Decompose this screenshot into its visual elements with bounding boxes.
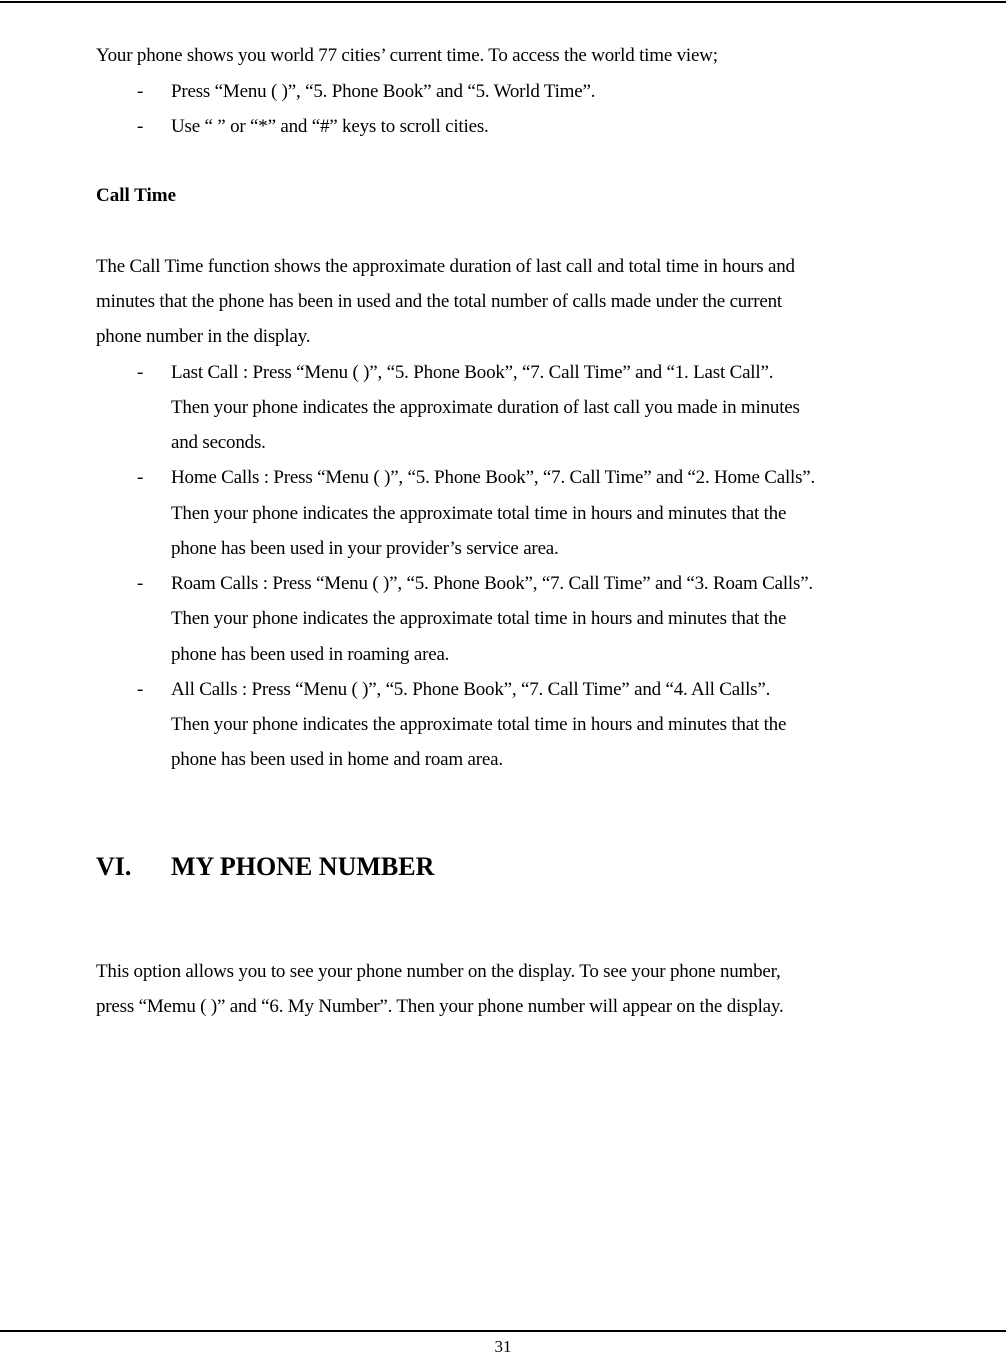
home-calls-item-detail: phone has been used in your provider’s service area. — [171, 538, 559, 559]
bullet-dash: - — [137, 116, 144, 137]
my-number-paragraph-line: This option allows you to see your phone number on the display. To see your phone number, — [96, 961, 781, 982]
home-calls-item: Home Calls : Press “Menu ( )”, “5. Phone Book”, “7. Call Time” and “2. Home Calls”. — [171, 467, 816, 488]
all-calls-item-detail: Then your phone indicates the approximate total time in hours and minutes that the — [171, 714, 787, 735]
last-call-item-detail: and seconds. — [171, 432, 266, 453]
roam-calls-item-detail: Then your phone indicates the approximate total time in hours and minutes that the — [171, 608, 787, 629]
footer-rule — [0, 1330, 1006, 1332]
section-title: MY PHONE NUMBER — [171, 852, 435, 881]
last-call-item-detail: Then your phone indicates the approximate duration of last call you made in minutes — [171, 397, 800, 418]
call-time-paragraph-line: The Call Time function shows the approximate duration of last call and total time in hours and — [96, 256, 795, 277]
call-time-paragraph-line: minutes that the phone has been in used and the total number of calls made under the current — [96, 291, 782, 312]
section-number: VI. — [96, 852, 132, 881]
header-rule — [0, 1, 1006, 3]
call-time-heading: Call Time — [96, 185, 177, 206]
my-number-paragraph-line: press “Memu ( )” and “6. My Number”. Then your phone number will appear on the display. — [96, 996, 784, 1017]
roam-calls-item-detail: phone has been used in roaming area. — [171, 644, 450, 665]
home-calls-item-detail: Then your phone indicates the approximate total time in hours and minutes that the — [171, 503, 787, 524]
roam-calls-item: Roam Calls : Press “Menu ( )”, “5. Phone Book”, “7. Call Time” and “3. Roam Calls”. — [171, 573, 813, 594]
page-number: 31 — [494, 1337, 512, 1356]
call-time-paragraph-line: phone number in the display. — [96, 326, 311, 347]
intro-text: Your phone shows you world 77 cities’ current time. To access the world time view; — [96, 45, 718, 66]
all-calls-item-detail: phone has been used in home and roam area. — [171, 749, 503, 770]
world-time-step-1: Press “Menu ( )”, “5. Phone Book” and “5. World Time”. — [171, 81, 596, 102]
bullet-dash: - — [137, 679, 144, 700]
bullet-dash: - — [137, 467, 144, 488]
world-time-step-2: Use “ ” or “*” and “#” keys to scroll cities. — [171, 116, 489, 137]
bullet-dash: - — [137, 81, 144, 102]
all-calls-item: All Calls : Press “Menu ( )”, “5. Phone Book”, “7. Call Time” and “4. All Calls”. — [171, 679, 771, 700]
bullet-dash: - — [137, 573, 144, 594]
bullet-dash: - — [137, 362, 144, 383]
last-call-item: Last Call : Press “Menu ( )”, “5. Phone Book”, “7. Call Time” and “1. Last Call”. — [171, 362, 774, 383]
